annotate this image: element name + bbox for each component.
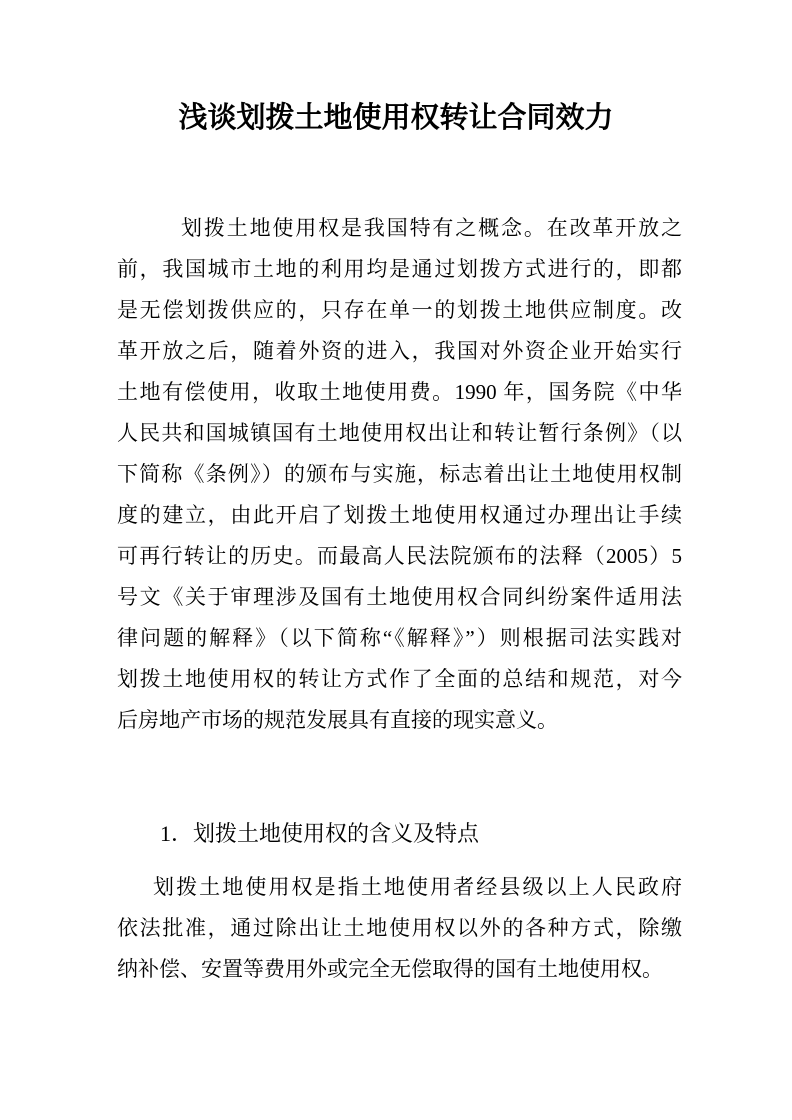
text-line: 度的建立，由此开启了划拨土地使用权通过办理出让手续 bbox=[117, 503, 682, 527]
text-line: 前，我国城市土地的利用均是通过划拨方式进行的，即都 bbox=[117, 257, 682, 281]
text-line: 划拨土地使用权是指土地使用者经县级以上人民政府 bbox=[153, 875, 682, 899]
text-line: 可再行转让的历史。而最高人民法院颁布的法释（2005）5 bbox=[117, 544, 682, 568]
text-line: 号文《关于审理涉及国有土地使用权合同纠纷案件适用法 bbox=[117, 585, 682, 609]
text-line: 依法批准，通过除出让土地使用权以外的各种方式，除缴 bbox=[117, 916, 682, 940]
text-line: 后房地产市场的规范发展具有直接的现实意义。 bbox=[117, 708, 558, 732]
section-1-heading: 1．划拨土地使用权的含义及特点 bbox=[160, 821, 480, 846]
text-line: 下简称《条例》）的颁布与实施，标志着出让土地使用权制 bbox=[117, 462, 682, 486]
text-line: 是无偿划拨供应的，只存在单一的划拨土地供应制度。改 bbox=[117, 298, 682, 322]
text-line: 革开放之后，随着外资的进入，我国对外资企业开始实行 bbox=[117, 339, 682, 363]
section-1-paragraph bbox=[117, 867, 682, 990]
intro-paragraph bbox=[117, 208, 682, 741]
text-line: 律问题的解释》（以下简称“《解释》”）则根据司法实践对 bbox=[117, 626, 682, 650]
document-title: 浅谈划拨土地使用权转让合同效力 bbox=[178, 102, 614, 134]
text-line: 划拨土地使用权的转让方式作了全面的总结和规范，对今 bbox=[117, 667, 682, 691]
text-line: 划拨土地使用权是我国特有之概念。在改革开放之 bbox=[181, 216, 682, 240]
text-line: 土地有偿使用，收取土地使用费。1990 年，国务院《中华 bbox=[117, 380, 682, 404]
text-line: 人民共和国城镇国有土地使用权出让和转让暂行条例》（以 bbox=[117, 421, 682, 445]
text-line: 纳补偿、安置等费用外或完全无偿取得的国有土地使用权。 bbox=[117, 957, 663, 981]
